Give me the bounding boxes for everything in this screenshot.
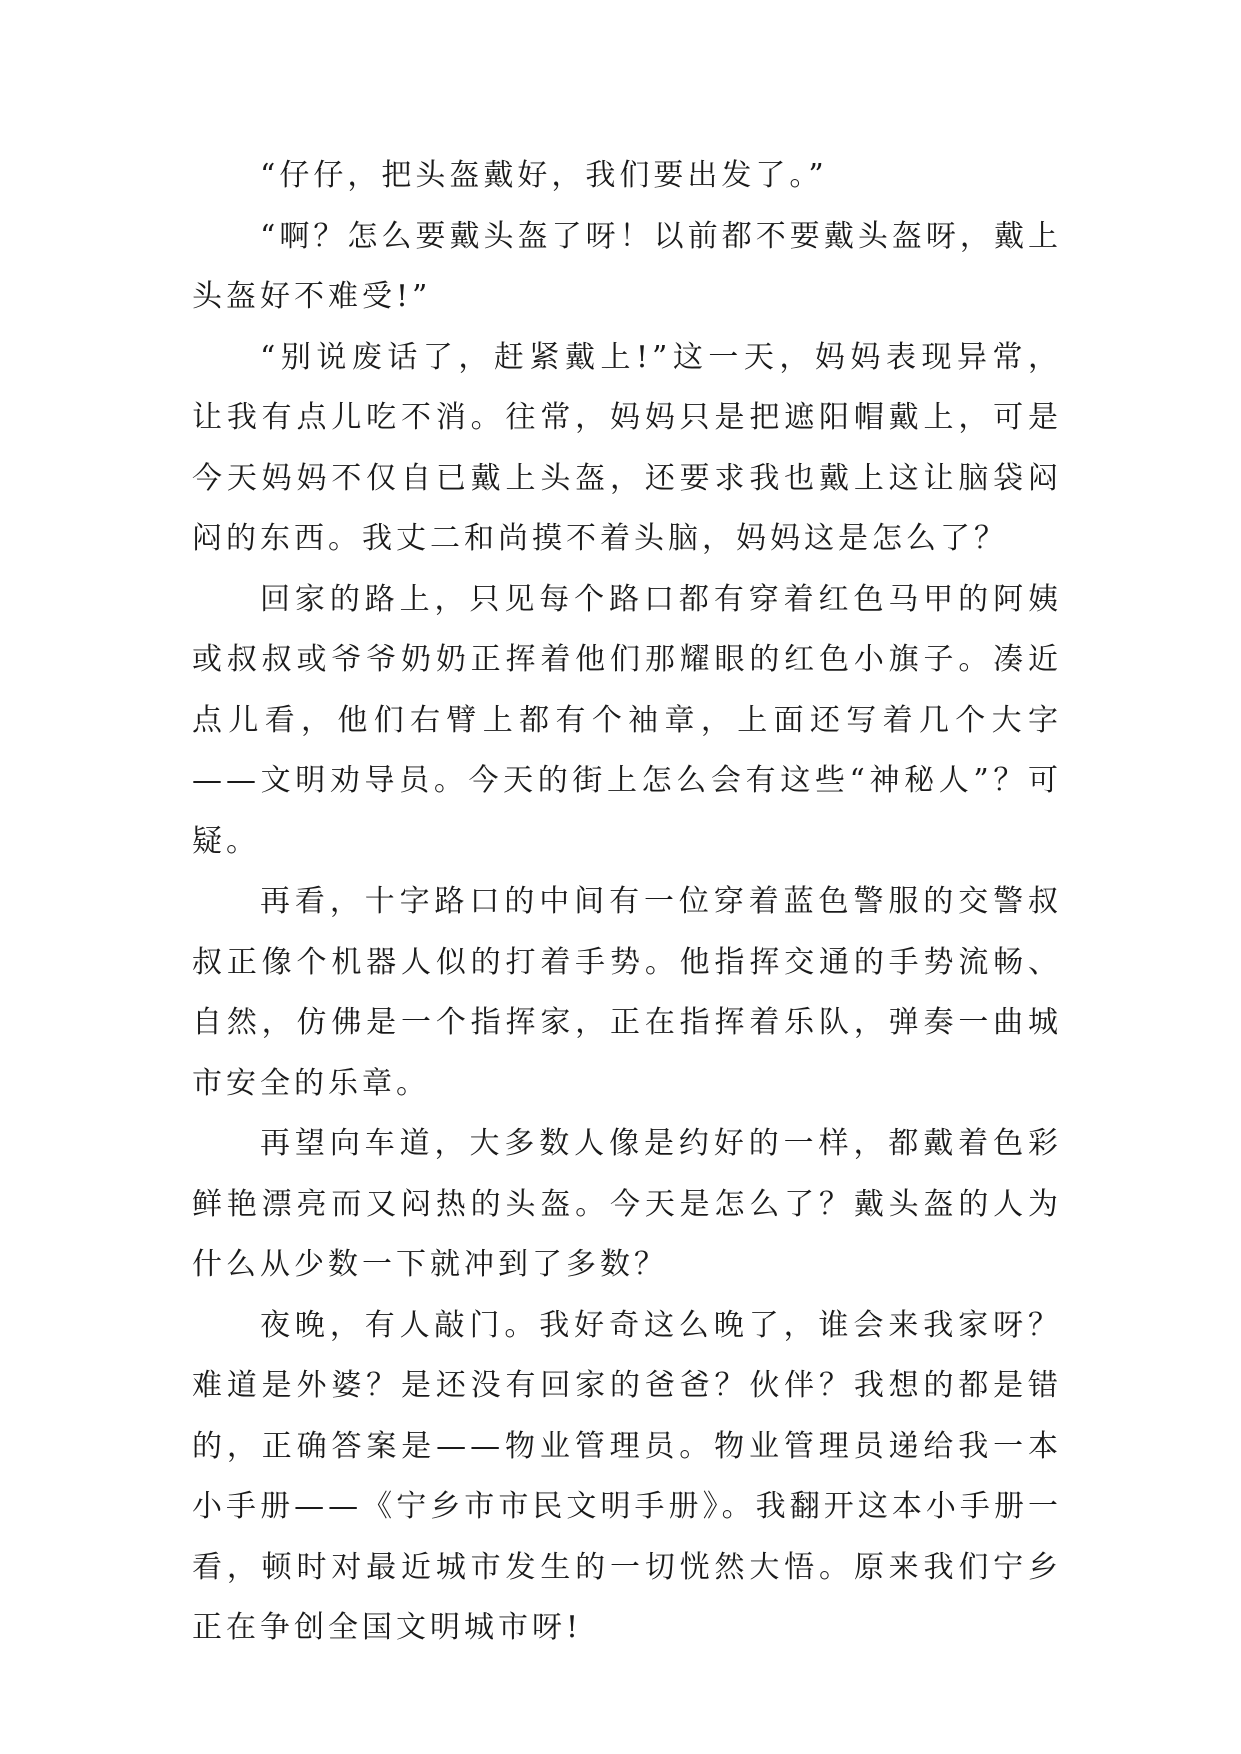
paragraph-7: 夜晚，有人敲门。我好奇这么晚了，谁会来我家呀？难道是外婆？是还没有回家的爸爸？伙伴？我想的都是错的，正确答案是——物业管理员。物业管理员递给我一本小手册——《宁乡市市民文明手册》。我翻开这本小手册一看，顿时对最近城市发生的一切恍然大悟。原来我们宁乡正在争创全国文明城市呀! <box>192 1307 1062 1645</box>
paragraph-5: 再看，十字路口的中间有一位穿着蓝色警服的交警叔叔正像个机器人似的打着手势。他指挥交通的手势流畅、自然，仿佛是一个指挥家，正在指挥着乐队，弹奏一曲城市安全的乐章。 <box>192 884 1062 1101</box>
paragraph-4: 回家的路上，只见每个路口都有穿着红色马甲的阿姨或叔叔或爷爷奶奶正挥着他们那耀眼的红色小旗子。凑近点儿看，他们右臂上都有个袖章，上面还写着几个大字——文明劝导员。今天的街上怎么会有这些“神秘人”？可疑。 <box>192 581 1062 859</box>
paragraph-1: “仔仔，把头盔戴好，我们要出发了。” <box>260 158 828 193</box>
paragraph-3: “别说废话了，赶紧戴上!”这一天，妈妈表现异常，让我有点儿吃不消。往常，妈妈只是把遮阳帽戴上，可是今天妈妈不仅自已戴上头盔，还要求我也戴上这让脑袋闷闷的东西。我丈二和尚摸不着头脑，妈妈这是怎么了？ <box>192 339 1062 556</box>
paragraph-2: “啊？怎么要戴头盔了呀！以前都不要戴头盔呀，戴上头盔好不难受!” <box>192 218 1062 314</box>
document-body <box>192 146 1062 1659</box>
paragraph-6: 再望向车道，大多数人像是约好的一样，都戴着色彩鲜艳漂亮而又闷热的头盔。今天是怎么了？戴头盔的人为什么从少数一下就冲到了多数？ <box>192 1126 1062 1282</box>
